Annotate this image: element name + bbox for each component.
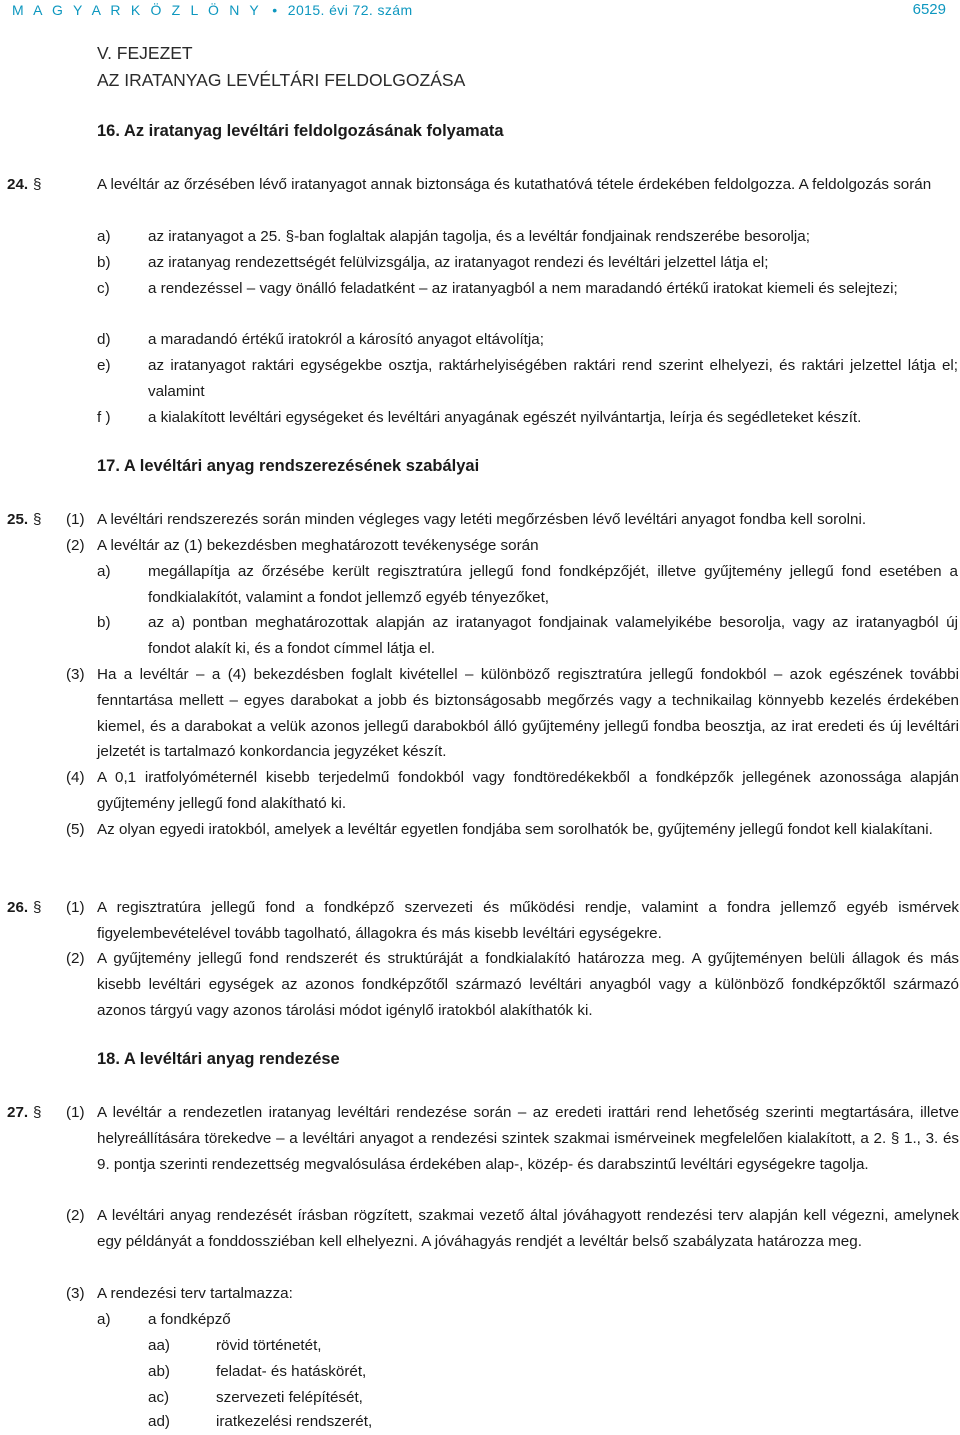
sublist-item-text: iratkezelési rendszerét, (216, 1413, 373, 1430)
subsection-label: (3) (66, 1285, 85, 1302)
subsection-text: A regisztratúra jellegű fond a fondképző szervezeti és működési rendje, valamint a fondra jellemző egyéb ismérvek figyelembevételével tovább tagolható, állagokra és más kisebb levéltári egységekre. (97, 899, 959, 942)
list-item-text: a rendezéssel – vagy önálló feladatként – az iratanyagból a nem maradandó értékű iratokat kiemeli és selejtezi; (148, 280, 898, 297)
list-item-label: a) (97, 563, 111, 580)
bullet-separator: • (272, 2, 278, 18)
subsection-label: (5) (66, 821, 85, 838)
list-item-label: a) (97, 228, 111, 245)
section-sign: § (33, 1104, 42, 1121)
subsection-text: Ha a levéltár – a (4) bekezdésben foglalt kivétellel – különböző regisztratúra jellegű fondokból – azok egészének további fenntartása mellett – egyes darabokat a jobb és biztonságosabb megőrzés vagy a technikailag könnyebb kezelés érdekében kiemel, és a darabokat a velük azonos jellegű darabokból álló gyűjtemény jellegű fondba beosztja, az irat eredeti és új levéltári jelzetét is tartalmazó konkordancia jegyzéket készít. (97, 666, 959, 761)
subsection-label: (1) (66, 1104, 85, 1121)
subsection-label: (1) (66, 511, 85, 528)
list-item-text: a fondképző (148, 1311, 231, 1328)
sublist-item-text: feladat- és hatáskörét, (216, 1363, 367, 1380)
sublist-item-text: rövid történetét, (216, 1337, 322, 1354)
subsection-text: A levéltár a rendezetlen iratanyag levéltári rendezése során – az eredeti irattári rend lehetőség szerinti megtartására, illetve helyreállítására törekedve – a levéltári anyagot a rendezési szintek szakmai ismérveinek megfelelően kialakított, a 2. § 1., 3. és 9. pontja szerinti rendezettség megvalósulása érdekében alap-, közép- és darabszintű levéltári egységekre tagolja. (97, 1104, 959, 1173)
subsection-text: A levéltár az (1) bekezdésben meghatározott tevékenysége során (97, 537, 539, 554)
section-title-17: 17. A levéltári anyag rendszerezésének szabályai (97, 457, 480, 475)
sublist-item-label: ad) (148, 1413, 170, 1430)
list-item-label: b) (97, 614, 111, 631)
subsection-label: (2) (66, 537, 85, 554)
list-item-text: az iratanyag rendezettségét felülvizsgálja, az iratanyagot rendezi és levéltári jelzettel látja el; (148, 254, 769, 271)
list-item-label: f ) (97, 409, 111, 426)
subsection-text: A 0,1 iratfolyóméternél kisebb terjedelmű fondokból vagy fondtöredékekből a fondképzők jellegének azonossága alapján gyűjtemény jellegű fond alakítható ki. (97, 769, 959, 812)
list-item-text: az a) pontban meghatározottak alapján az iratanyagot fondjainak valamelyikébe besorolja, vagy az iratanyagból új fondot alakít ki, és a fondot címmel látja el. (148, 614, 958, 657)
subsection-label: (4) (66, 769, 85, 786)
list-item-label: c) (97, 280, 110, 297)
issue-number: 2015. évi 72. szám (287, 2, 413, 18)
list-item-label: b) (97, 254, 111, 271)
page-header (0, 0, 960, 30)
list-item-text: az iratanyagot a 25. §-ban foglaltak alapján tagolja, és a levéltár fondjainak rendszerébe besorolja; (148, 228, 810, 245)
chapter-title: AZ IRATANYAG LEVÉLTÁRI FELDOLGOZÁSA (97, 70, 466, 90)
subsection-text: A gyűjtemény jellegű fond rendszerét és struktúráját a fondkialakító határozza meg. A gyűjteményen belüli állagok és más kisebb levéltári egységek az azonos fondképzőtől származó levéltári anyagból vagy a különböző fondképzőktől származó azonos tárgyú vagy azonos tárolási módot igénylő iratokból alakíthatók ki. (97, 950, 959, 1019)
sublist-item-label: ab) (148, 1363, 170, 1380)
section-title-16: 16. Az iratanyag levéltári feldolgozásának folyamata (97, 122, 504, 140)
sublist-item-label: ac) (148, 1389, 170, 1406)
paragraph-number-24: 24. (7, 176, 29, 193)
paragraph-number-25: 25. (7, 511, 29, 528)
paragraph-number-27: 27. (7, 1104, 29, 1121)
subsection-text: A levéltári rendszerezés során minden végleges vagy letéti megőrzésben lévő levéltári anyagot fondba kell sorolni. (97, 511, 867, 528)
sublist-item-text: szervezeti felépítését, (216, 1389, 363, 1406)
subsection-label: (2) (66, 1207, 85, 1224)
section-sign: § (33, 511, 42, 528)
paragraph-number-26: 26. (7, 899, 29, 916)
subsection-label: (3) (66, 666, 85, 683)
list-item-text: a maradandó értékű iratokról a károsító anyagot eltávolítja; (148, 331, 544, 348)
list-item-label: d) (97, 331, 111, 348)
page-number: 6529 (912, 1, 946, 18)
list-item-text: a kialakított levéltári egységeket és levéltári anyagának egészét nyilvántartja, leírja és segédleteket készít. (148, 409, 862, 426)
subsection-label: (2) (66, 950, 85, 967)
section-sign: § (33, 176, 42, 193)
list-item-label: a) (97, 1311, 111, 1328)
subsection-text: A rendezési terv tartalmazza: (97, 1285, 293, 1302)
paragraph-24-text: A levéltár az őrzésében lévő iratanyagot annak biztonsága és kutathatóvá tétele érdekében feldolgozza. A feldolgozás során (97, 176, 932, 193)
chapter-number: V. FEJEZET (97, 43, 193, 63)
subsection-label: (1) (66, 899, 85, 916)
section-sign: § (33, 899, 42, 916)
journal-title: M A G Y A R K Ö Z L Ö N Y (12, 2, 262, 18)
list-item-label: e) (97, 357, 111, 374)
running-head (12, 2, 413, 18)
list-item-text: megállapítja az őrzésébe került regisztratúra jellegű fond fondképzőjét, illetve gyűjtemény jellegű fond esetében a fondkialakítót, valamint a fondot jellemző egyéb tényezőket, (148, 563, 958, 606)
list-item-text: az iratanyagot raktári egységekbe osztja, raktárhelyiségében raktári rend szerint elhelyezi, és raktári jelzettel látja el; valamint (148, 357, 958, 400)
sublist-item-label: aa) (148, 1337, 170, 1354)
subsection-text: Az olyan egyedi iratokból, amelyek a levéltár egyetlen fondjába sem sorolhatók be, gyűjtemény jellegű fondot kell kialakítani. (97, 821, 933, 838)
subsection-text: A levéltári anyag rendezését írásban rögzített, szakmai vezető által jóváhagyott rendezési terv alapján kell végezni, amelynek egy példányát a fonddossziéban kell elhelyezni. A jóváhagyás rendjét a levéltár belső szabályzata határozza meg. (97, 1207, 959, 1250)
section-title-18: 18. A levéltári anyag rendezése (97, 1050, 340, 1068)
